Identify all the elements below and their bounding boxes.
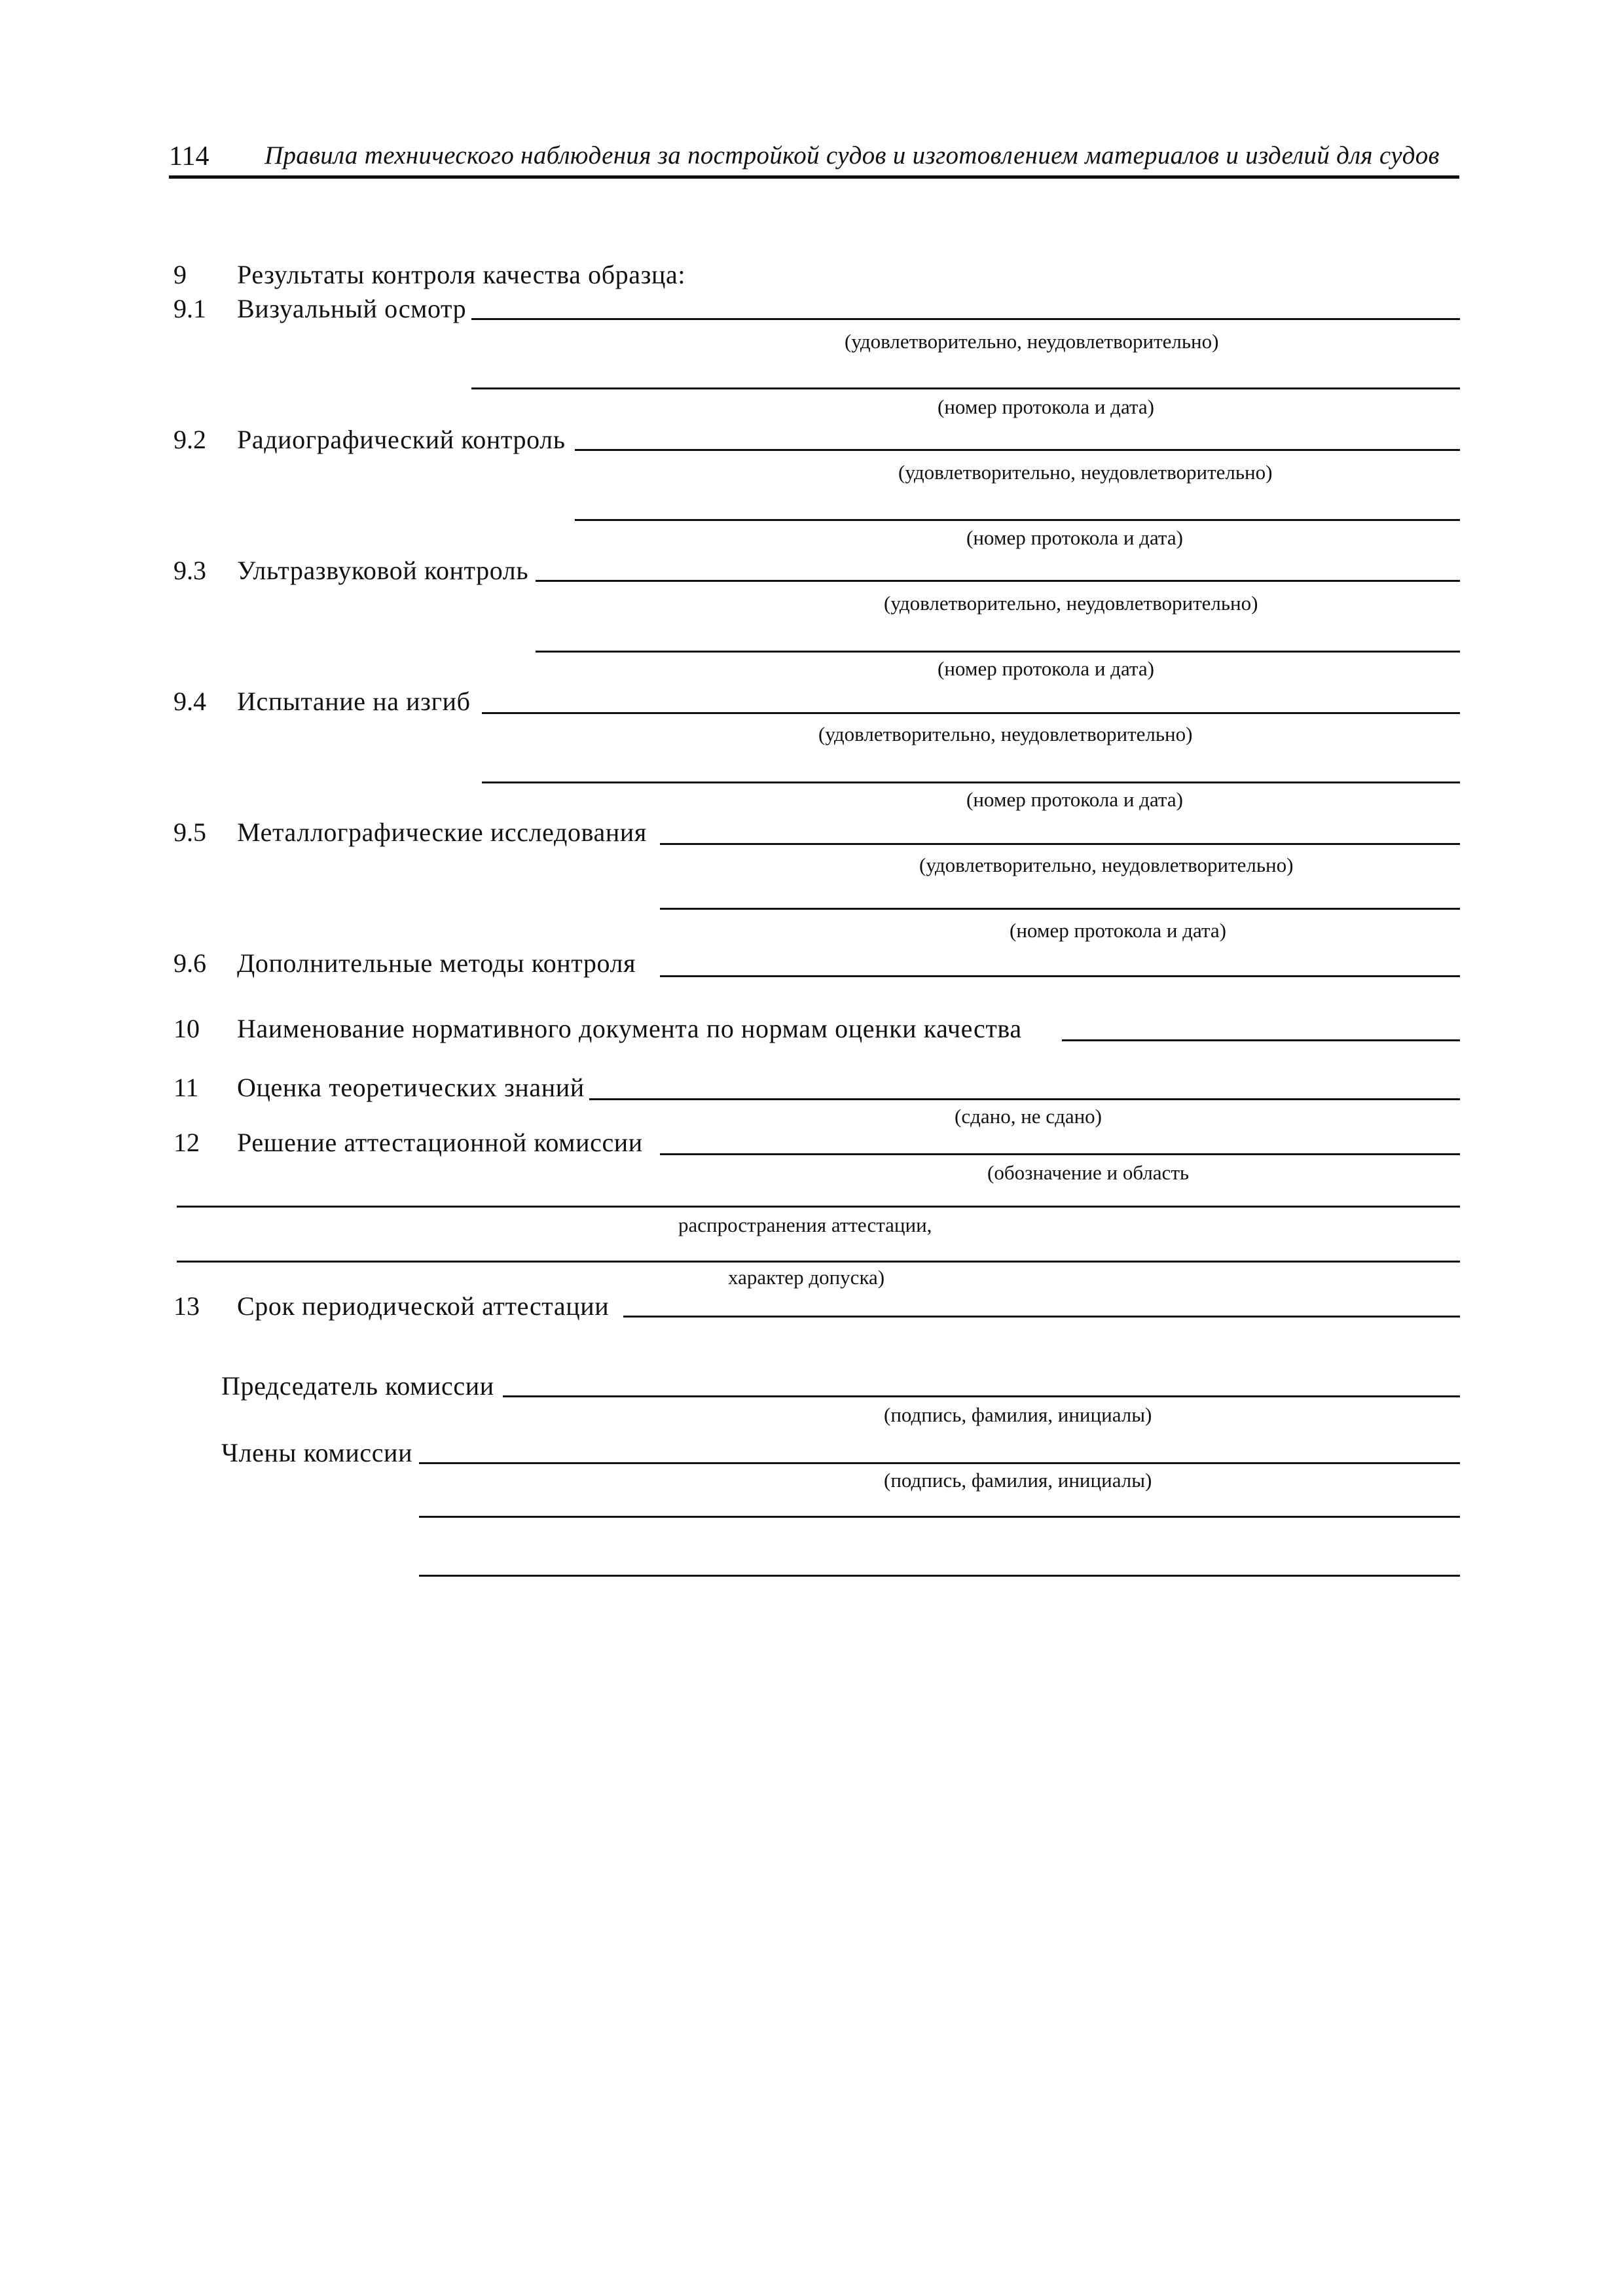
periodic-certification-field[interactable] [623, 1316, 1460, 1318]
ultrasonic-result-caption: (удовлетворительно, неудовлетворительно) [884, 592, 1258, 615]
item-12-number: 12 [173, 1128, 200, 1157]
member-signature-field-2[interactable] [419, 1516, 1460, 1518]
item-9-6-label: Дополнительные методы контроля [237, 948, 636, 978]
theory-knowledge-field[interactable] [589, 1098, 1460, 1100]
chairman-signature-caption: (подпись, фамилия, инициалы) [884, 1403, 1152, 1426]
commission-decision-caption-3: характер допуска) [728, 1266, 885, 1289]
bend-test-protocol-field[interactable] [482, 781, 1460, 783]
members-label: Члены комиссии [221, 1438, 413, 1467]
visual-inspection-result-caption: (удовлетворительно, неудовлетворительно) [845, 330, 1219, 353]
running-header-title: Правила технического наблюдения за постройкой судов и изготовлением материалов и изделий для судов [264, 141, 1440, 170]
item-9-4-number: 9.4 [173, 687, 206, 716]
item-9-label: Результаты контроля качества образца: [237, 260, 686, 289]
metallographic-result-field[interactable] [660, 843, 1460, 845]
item-9-5-number: 9.5 [173, 817, 206, 847]
item-9-4-label: Испытание на изгиб [237, 687, 471, 716]
visual-inspection-result-field[interactable] [471, 318, 1460, 320]
radiographic-protocol-caption: (номер протокола и дата) [966, 526, 1183, 549]
item-11-number: 11 [173, 1073, 199, 1102]
item-9-2-label: Радиографический контроль [237, 425, 566, 454]
ultrasonic-result-field[interactable] [536, 580, 1460, 582]
chairman-label: Председатель комиссии [221, 1371, 494, 1401]
commission-decision-caption-2: распространения аттестации, [678, 1213, 932, 1236]
radiographic-result-field[interactable] [575, 449, 1460, 451]
metallographic-result-caption: (удовлетворительно, неудовлетворительно) [919, 853, 1294, 876]
visual-inspection-protocol-caption: (номер протокола и дата) [938, 395, 1154, 418]
item-9-3-label: Ультразвуковой контроль [237, 556, 529, 585]
commission-decision-field-2[interactable] [177, 1206, 1460, 1208]
metallographic-protocol-field[interactable] [660, 908, 1460, 910]
item-9-1-number: 9.1 [173, 294, 206, 323]
item-13-number: 13 [173, 1291, 200, 1321]
item-13-label: Срок периодической аттестации [237, 1291, 610, 1321]
member-signature-caption: (подпись, фамилия, инициалы) [884, 1469, 1152, 1492]
bend-test-result-field[interactable] [482, 712, 1460, 714]
visual-inspection-protocol-field[interactable] [471, 387, 1460, 389]
item-9-2-number: 9.2 [173, 425, 206, 454]
item-9-1-label: Визуальный осмотр [237, 294, 467, 323]
ultrasonic-protocol-caption: (номер протокола и дата) [938, 657, 1154, 680]
commission-decision-caption-1: (обозначение и область [987, 1161, 1190, 1184]
theory-knowledge-caption: (сдано, не сдано) [955, 1105, 1103, 1128]
commission-decision-field-3[interactable] [177, 1261, 1460, 1263]
member-signature-field-1[interactable] [419, 1462, 1460, 1464]
page-number: 114 [169, 141, 210, 171]
metallographic-protocol-caption: (номер протокола и дата) [1010, 919, 1226, 942]
ultrasonic-protocol-field[interactable] [536, 651, 1460, 653]
item-9-6-number: 9.6 [173, 948, 206, 978]
additional-methods-field[interactable] [660, 975, 1460, 977]
bend-test-protocol-caption: (номер протокола и дата) [966, 788, 1183, 811]
item-11-label: Оценка теоретических знаний [237, 1073, 585, 1102]
member-signature-field-3[interactable] [419, 1575, 1460, 1577]
normative-document-field[interactable] [1062, 1039, 1460, 1041]
commission-decision-field[interactable] [660, 1153, 1460, 1155]
item-9-5-label: Металлографические исследования [237, 817, 647, 847]
item-9-3-number: 9.3 [173, 556, 206, 585]
item-10-label: Наименование нормативного документа по нормам оценки качества [237, 1014, 1022, 1043]
radiographic-protocol-field[interactable] [575, 519, 1460, 521]
header-rule [169, 175, 1459, 179]
item-12-label: Решение аттестационной комиссии [237, 1128, 643, 1157]
item-9-number: 9 [173, 260, 187, 289]
chairman-signature-field[interactable] [503, 1395, 1460, 1397]
bend-test-result-caption: (удовлетворительно, неудовлетворительно) [818, 723, 1193, 745]
radiographic-result-caption: (удовлетворительно, неудовлетворительно) [898, 461, 1273, 484]
item-10-number: 10 [173, 1014, 200, 1043]
